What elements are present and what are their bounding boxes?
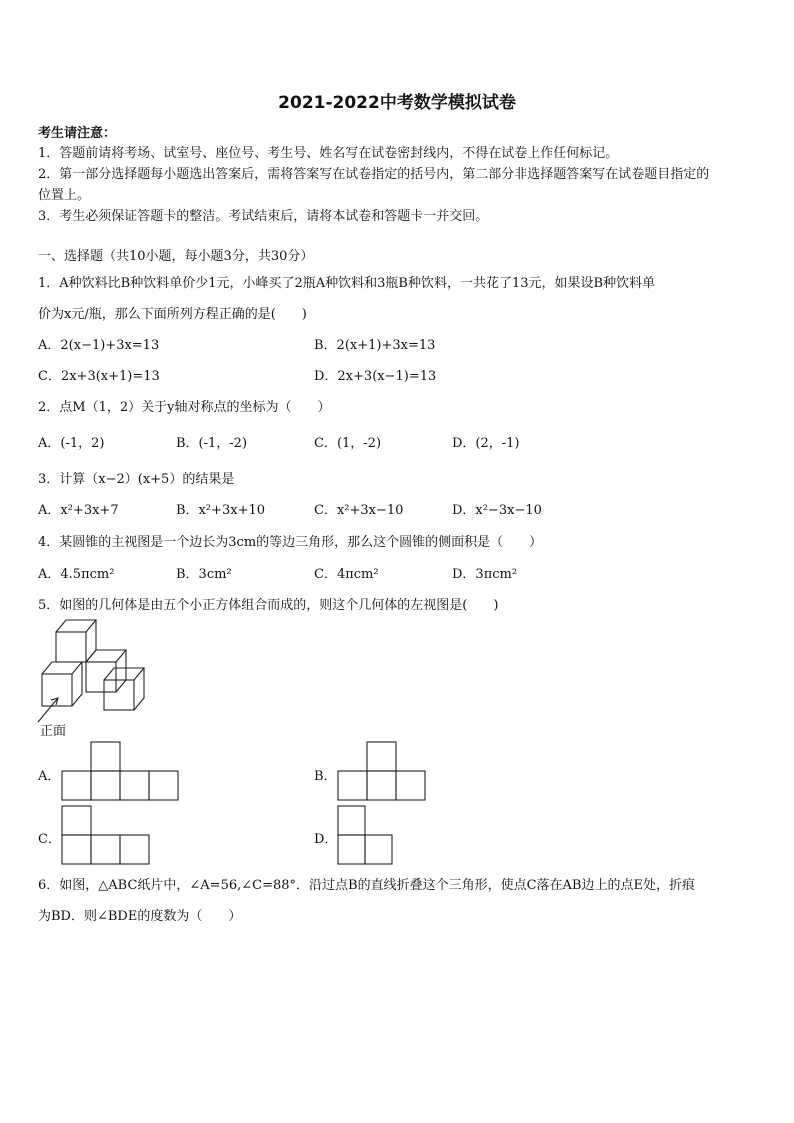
q4-option-b: B．3cm² — [176, 567, 232, 582]
q5-option-b-figure — [336, 740, 430, 802]
q3-option-d: D．x²−3x−10 — [452, 503, 542, 518]
q5-option-d: D． — [314, 832, 338, 847]
q5-front-label: 正面 — [40, 724, 67, 739]
q5-option-a-figure — [60, 740, 182, 802]
q3-option-a: A．x²+3x+7 — [38, 503, 119, 518]
q6-stem-line2: 为BD．则∠BDE的度数为（ ） — [38, 909, 242, 924]
q5-option-a: A． — [38, 769, 61, 784]
q1-stem-line1: 1．A种饮料比B种饮料单价少1元，小峰买了2瓶A种饮料和3瓶B种饮料，一共花了13元，如果设B种饮料单 — [38, 276, 656, 291]
q2-option-a: A．(-1，2) — [38, 436, 105, 451]
q1-option-a: A．2(x−1)+3x=13 — [38, 338, 160, 353]
q2-stem: 2．点M（1，2）关于y轴对称点的坐标为（ ） — [38, 400, 331, 415]
q5-option-d-figure — [336, 804, 400, 866]
exam-title: 2021-2022中考数学模拟试卷 — [278, 93, 516, 113]
q5-option-c: C． — [38, 832, 61, 847]
q4-option-d: D．3πcm² — [452, 567, 518, 582]
q3-stem: 3．计算（x−2）(x+5）的结果是 — [38, 472, 235, 487]
notice-line-3: 位置上。 — [38, 188, 91, 203]
q2-option-c: C．(1，-2) — [314, 436, 382, 451]
q1-stem-line2: 价为x元/瓶，那么下面所列方程正确的是( ) — [38, 307, 307, 322]
q1-option-b: B．2(x+1)+3x=13 — [314, 338, 436, 353]
q6-stem-line1: 6．如图，△ABC纸片中，∠A=56,∠C=88°．沿过点B的直线折叠这个三角形，使点C落在AB边上的点E处，折痕 — [38, 878, 695, 893]
q1-option-d: D．2x+3(x−1)=13 — [314, 369, 437, 384]
q2-option-d: D．(2，-1) — [452, 436, 520, 451]
section-heading: 一、选择题（共10小题，每小题3分，共30分） — [38, 249, 314, 264]
notice-line-4: 3．考生必须保证答题卡的整洁。考试结束后，请将本试卷和答题卡一并交回。 — [38, 209, 489, 224]
q3-option-c: C．x²+3x−10 — [314, 503, 404, 518]
notice-heading: 考生请注意： — [38, 126, 117, 141]
q2-option-b: B．(-1，-2) — [176, 436, 248, 451]
q3-option-b: B．x²+3x+10 — [176, 503, 266, 518]
q4-stem: 4．某圆锥的主视图是一个边长为3cm的等边三角形，那么这个圆锥的侧面积是（ ） — [38, 535, 543, 550]
notice-line-1: 1．答题前请将考场、试室号、座位号、考生号、姓名写在试卷密封线内，不得在试卷上作任何标记。 — [38, 146, 619, 161]
notice-line-2: 2．第一部分选择题每小题选出答案后，需将答案写在试卷指定的括号内，第二部分非选择题答案写在试卷题目指定的 — [38, 167, 710, 182]
q4-option-c: C．4πcm² — [314, 567, 379, 582]
q1-option-c: C．2x+3(x+1)=13 — [38, 369, 160, 384]
q5-option-c-figure — [60, 804, 154, 866]
q5-option-b: B． — [314, 769, 337, 784]
q5-stem: 5．如图的几何体是由五个小正方体组合而成的，则这个几何体的左视图是( ) — [38, 598, 499, 613]
q4-option-a: A．4.5πcm² — [38, 567, 115, 582]
